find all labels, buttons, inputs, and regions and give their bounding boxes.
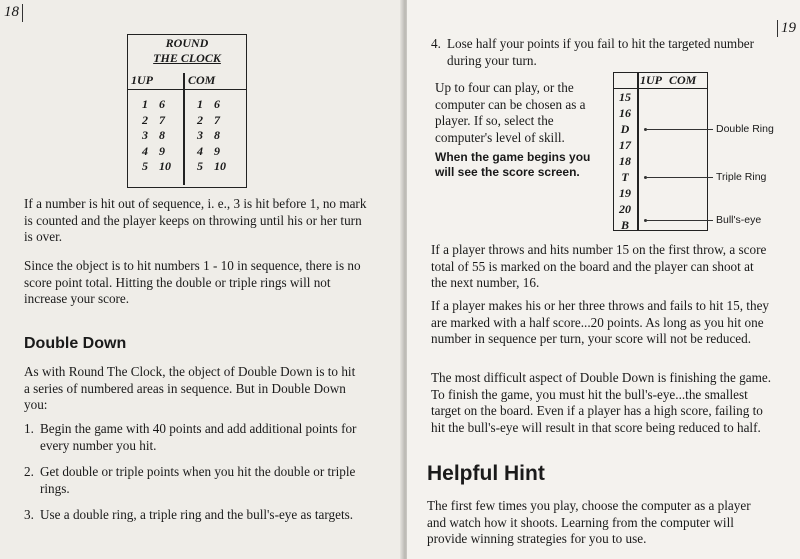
score-table-row <box>128 128 246 144</box>
score-board-col-com: COM <box>669 73 697 87</box>
bulls-eye-marker-line <box>647 220 713 221</box>
score-cell: 3 <box>142 128 148 142</box>
score-cell: 7 <box>159 112 165 127</box>
list-item <box>24 507 369 524</box>
score-cell: 8 <box>214 128 220 142</box>
page-number-left: 18 <box>4 4 23 22</box>
score-table-row <box>128 144 246 160</box>
score-table-row <box>128 159 246 175</box>
paragraph-finishing: The most difficult aspect of Double Down is finishing the game. To finish the game, you must hit the bull's-eye...the smallest target on the board. Even if a player has a high score, failing to hit the bull's-eye will result in that score being reduced to half. <box>431 370 772 435</box>
score-cell: 5 <box>197 159 203 173</box>
paragraph-double-down-intro: As with Round The Clock, the object of Double Down is to hit a series of numbered areas in sequence. But in Double Down you: <box>24 364 356 412</box>
list-item-number: 3. <box>24 507 34 522</box>
right-page <box>407 0 800 559</box>
paragraph-score-screen: When the game begins you will see the score screen. <box>435 150 591 179</box>
triple-ring-label: Triple Ring <box>716 171 767 183</box>
score-table-header <box>128 73 246 90</box>
score-cell: 6 <box>159 97 165 111</box>
score-table-col-1up: 1UP <box>131 73 153 87</box>
paragraph-helpful-hint: The first few times you play, choose the computer as a player and watch how it shoots. Learning from the computer will provide winning strategies for you to use. <box>427 498 751 546</box>
list-item-number: 1. <box>24 421 34 436</box>
score-board-row-label: 19 <box>619 186 631 200</box>
score-table-title-line1: ROUND <box>165 36 209 50</box>
double-ring-marker-line <box>647 129 713 130</box>
list-item <box>24 464 369 497</box>
list-item-text: Lose half your points if you fail to hit the targeted number during your turn. <box>447 36 755 68</box>
paragraph-no-score-total: Since the object is to hit numbers 1 - 10 in sequence, there is no score point total. Hitting the double or triple rings will not increase your score. <box>24 258 361 306</box>
double-down-score-board <box>613 72 708 231</box>
list-item-text: Get double or triple points when you hit the double or triple rings. <box>40 464 356 496</box>
score-cell: 8 <box>159 128 165 142</box>
score-cell: 2 <box>197 112 203 127</box>
round-the-clock-score-table <box>127 34 247 188</box>
score-cell: 10 <box>159 159 171 173</box>
rules-list <box>24 421 369 534</box>
triple-ring-marker-line <box>647 177 713 178</box>
paragraph-first-throw: If a player throws and hits number 15 on the first throw, a score total of 55 is marked on the board and the player can shoot at the next number, 16. <box>431 242 767 290</box>
paragraph-up-to-four: Up to four can play, or the computer can be chosen as a player. If so, select the computer's level of skill. <box>435 80 586 145</box>
score-table-title-line2: THE CLOCK <box>153 51 221 65</box>
page-number-right: 19 <box>777 20 796 37</box>
list-item-text: Begin the game with 40 points and add additional points for every number you hit. <box>40 421 357 453</box>
score-cell: 2 <box>142 112 148 127</box>
score-board-col-1up: 1UP <box>640 73 662 87</box>
score-cell: 5 <box>142 159 148 173</box>
score-board-divider <box>637 73 639 230</box>
paragraph-half-score: If a player makes his or her three throws and fails to hit 15, they are marked with a half score...20 points. As long as you hit one number in sequence per turn, your score will not be reduced. <box>431 298 770 346</box>
score-table-rows <box>128 97 246 175</box>
score-board-row-label: 15 <box>619 90 631 104</box>
rule-item-4 <box>431 36 771 69</box>
list-item <box>431 36 771 69</box>
score-cell: 9 <box>214 143 220 158</box>
score-board-header <box>614 73 707 89</box>
score-cell: 4 <box>197 143 203 158</box>
list-item-number: 4. <box>431 36 441 51</box>
score-board-row-label: 16 <box>619 106 631 120</box>
score-board-row-label: 18 <box>619 154 631 168</box>
heading-double-down: Double Down <box>24 335 127 352</box>
score-cell: 6 <box>214 97 220 111</box>
list-item-number: 2. <box>24 464 34 479</box>
score-board-row-label: T <box>621 170 629 184</box>
score-board-row-label: 17 <box>619 138 631 152</box>
score-table-row <box>128 113 246 129</box>
score-cell: 1 <box>142 97 148 111</box>
score-cell: 4 <box>142 143 148 158</box>
score-cell: 7 <box>214 112 220 127</box>
score-cell: 9 <box>159 143 165 158</box>
score-table-row <box>128 97 246 113</box>
score-board-row-label: D <box>620 122 630 136</box>
list-item <box>24 421 369 454</box>
score-table-title <box>128 36 246 66</box>
score-cell: 10 <box>214 159 226 173</box>
heading-helpful-hint: Helpful Hint <box>427 462 545 485</box>
bulls-eye-label: Bull's-eye <box>716 214 762 226</box>
double-ring-label: Double Ring <box>716 123 774 135</box>
score-table-col-com: COM <box>188 73 216 87</box>
score-cell: 3 <box>197 128 203 142</box>
score-board-row-label: 20 <box>619 202 631 216</box>
score-cell: 1 <box>197 97 203 111</box>
list-item-text: Use a double ring, a triple ring and the bull's-eye as targets. <box>40 507 354 522</box>
score-board-row-label: B <box>620 218 629 232</box>
paragraph-out-of-sequence: If a number is hit out of sequence, i. e., 3 is hit before 1, no mark is counted and the player keeps on throwing until his or her turn is over. <box>24 196 367 244</box>
